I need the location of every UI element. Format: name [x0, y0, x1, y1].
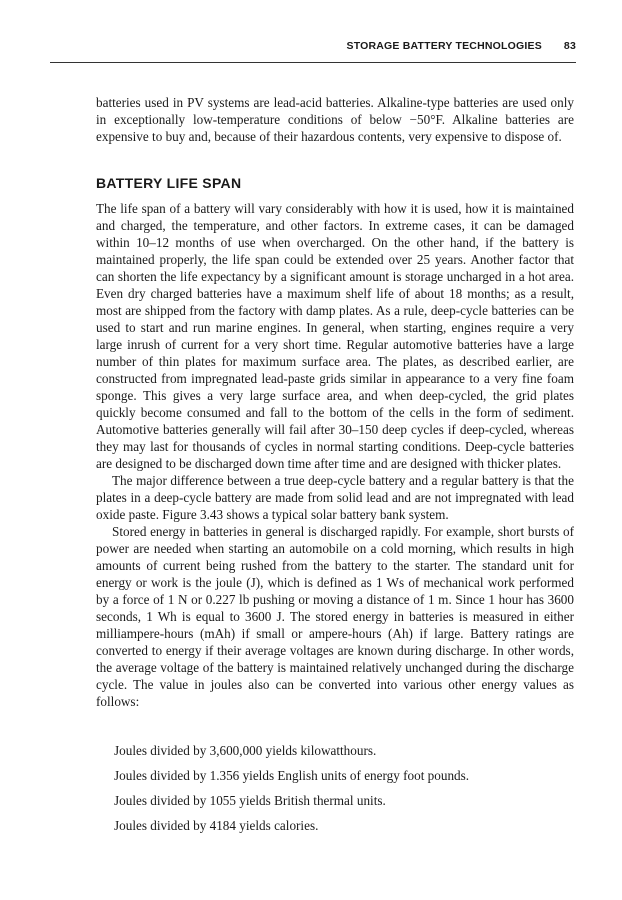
conversion-item: Joules divided by 3,600,000 yields kilowatthours.	[114, 743, 377, 758]
body-paragraph: The major difference between a true deep-cycle battery and a regular battery is that the plates in a deep-cycle battery are made from solid lead and are not impregnated with lead oxide paste. Figure 3.43 shows a typical solar battery bank system.	[96, 473, 574, 522]
conversion-list	[114, 742, 574, 834]
conversion-item: Joules divided by 4184 yields calories.	[114, 818, 319, 833]
page-body	[96, 94, 574, 842]
conversion-item: Joules divided by 1.356 yields English units of energy foot pounds.	[114, 768, 470, 783]
body-paragraph: Stored energy in batteries in general is discharged rapidly. For example, short bursts of power are needed when starting an automobile on a cold morning, which results in high amounts of current being rushed from the battery to the starter. The standard unit for energy or work is the joule (J), which is defined as 1 Ws of mechanical work performed by a force of 1 N or 0.227 lb pushing or moving a distance of 1 m. Since 1 hour has 3600 seconds, 1 Wh is equal to 3600 J. The stored energy in batteries is measured in either milliampere-hours (mAh) if small or ampere-hours (Ah) if large. Battery ratings are converted to energy if their average voltages are known during discharge. In other words, the average voltage of the battery is maintained relatively unchanged during the discharge cycle. The value in joules also can be converted into various other energy values as follows:	[96, 524, 574, 709]
conversion-item: Joules divided by 1055 yields British thermal units.	[114, 793, 386, 808]
running-head	[50, 40, 576, 63]
running-head-title: STORAGE BATTERY TECHNOLOGIES	[346, 40, 542, 52]
page-number: 83	[563, 40, 576, 52]
intro-paragraph: batteries used in PV systems are lead-acid batteries. Alkaline-type batteries are used only in exceptionally low-temperature conditions of below −50°F. Alkaline batteries are expensive to buy and, because of their hazardous contents, very expensive to dispose of.	[96, 95, 574, 144]
body-paragraph: The life span of a battery will vary considerably with how it is used, how it is maintained and charged, the temperature, and other factors. In extreme cases, it can be damaged within 10–12 months of use when overcharged. On the other hand, if the battery is maintained properly, the life span could be extended over 25 years. Another factor that can shorten the life expectancy by a significant amount is storage uncharged in a hot area. Even dry charged batteries have a maximum shelf life of about 18 months; as a result, most are shipped from the factory with damp plates. As a rule, deep-cycle batteries can be used to start and run marine engines. In general, when starting, engines require a very large inrush of current for a very short time. Regular automotive batteries have a large number of thin plates for maximum surface area. The plates, as described earlier, are constructed from impregnated lead-paste grids similar in appearance to a very fine foam sponge. This gives a very large surface area, and when deep-cycled, the grid plates quickly become consumed and fall to the bottom of the cells in the form of sediment. Automotive batteries generally will fail after 30–150 deep cycles if deep-cycled, whereas they may last for thousands of cycles in normal starting conditions. Deep-cycle batteries are designed to be discharged down time after time and are designed with thicker plates.	[96, 201, 574, 471]
section-heading: BATTERY LIFE SPAN	[96, 175, 242, 191]
